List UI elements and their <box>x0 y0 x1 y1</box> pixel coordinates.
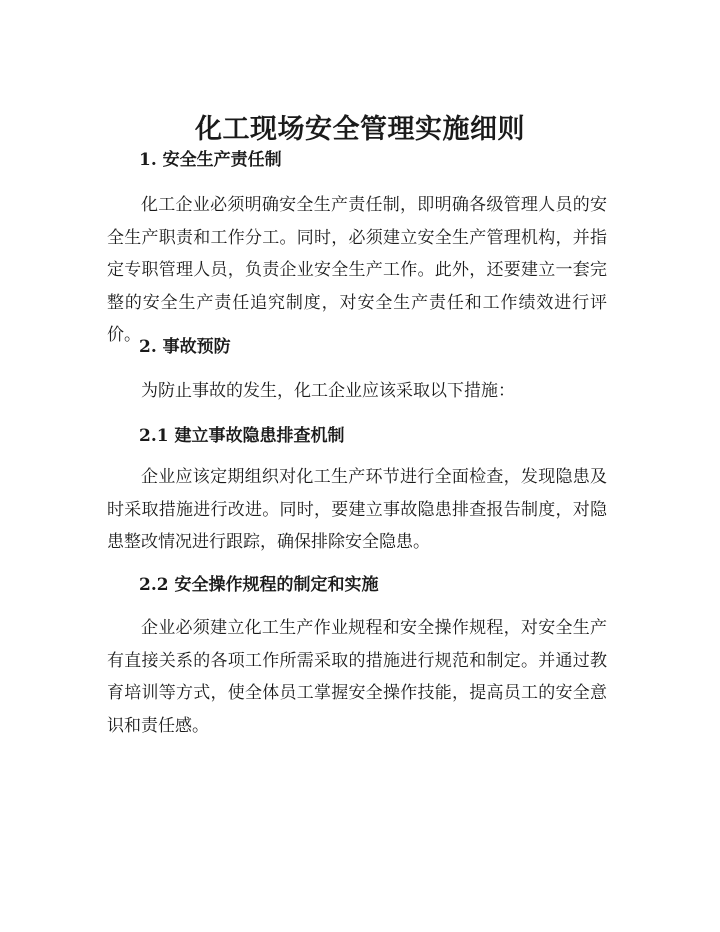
document-title: 化工现场安全管理实施细则 <box>195 114 525 145</box>
section-heading-1: 1. 安全生产责任制 <box>139 150 282 170</box>
section-body-2-1: 企业应该定期组织对化工生产环节进行全面检查，发现隐患及时采取措施进行改进。同时，要建立事故隐患排查报告制度，对隐患整改情况进行跟踪，确保排除安全隐患。 <box>107 467 607 552</box>
section-body-2: 为防止事故的发生，化工企业应该采取以下措施： <box>141 381 515 401</box>
section-heading-2-2: 2.2 安全操作规程的制定和实施 <box>139 575 379 595</box>
section-heading-2-1: 2.1 建立事故隐患排查机制 <box>139 426 345 446</box>
section-body-2-2: 企业必须建立化工生产作业规程和安全操作规程，对安全生产有直接关系的各项工作所需采取的措施进行规范和制定。并通过教育培训等方式，使全体员工掌握安全操作技能，提高员工的安全意识和责任感。 <box>107 618 607 736</box>
section-heading-2: 2. 事故预防 <box>139 337 231 357</box>
section-body-1: 化工企业必须明确安全生产责任制，即明确各级管理人员的安全生产职责和工作分工。同时，必须建立安全生产管理机构，并指定专职管理人员，负责企业安全生产工作。此外，还要建立一套完整的安全生产责任追究制度，对安全生产责任和工作绩效进行评价。 <box>107 195 607 345</box>
